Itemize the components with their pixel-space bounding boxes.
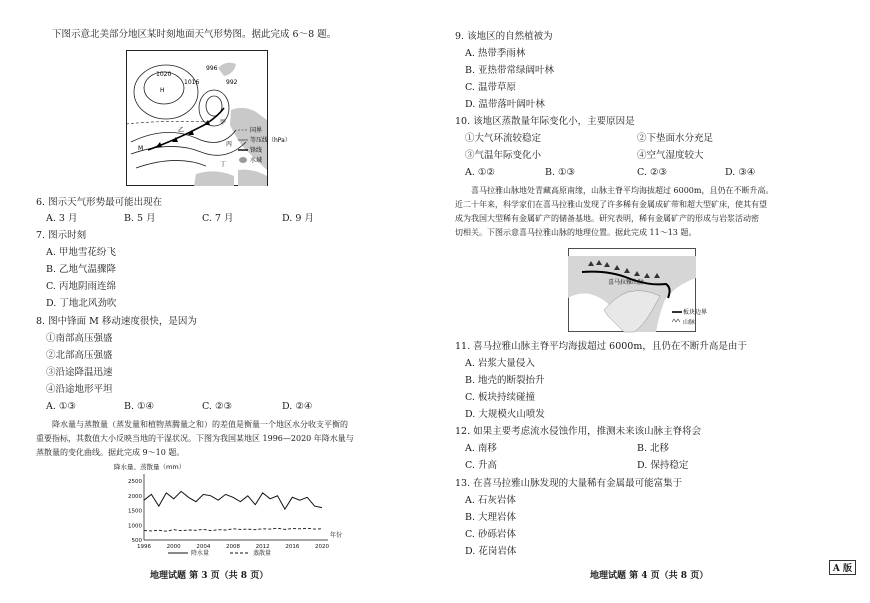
q10-option-c: C. ②③: [637, 167, 668, 178]
intro-11-13-line2: 近二十年来，科学家们在喜马拉雅山发现了许多稀有金属成矿带和超大型矿床，使其有望: [455, 200, 767, 209]
right-footer: 地理试题 第 4 页（共 8 页）: [590, 571, 709, 581]
q8-option-b: B. ①④: [124, 401, 155, 412]
chart-series-precip: [144, 491, 322, 509]
chart-xtick-2: 2004: [196, 544, 211, 550]
q12-stem: 12. 如果主要考虑流水侵蚀作用，推测未来该山脉主脊将会: [455, 426, 702, 437]
left-footer: 地理试题 第 3 页（共 8 页）: [150, 571, 269, 581]
q13-option-b: B. 大理岩体: [465, 512, 517, 523]
q7-stem: 7. 图示时刻: [36, 230, 87, 241]
q12-option-a: A. 南移: [465, 443, 497, 454]
legend-label-evap: 蒸散量: [253, 550, 272, 557]
precip-evap-chart: [112, 460, 348, 560]
q8-stem: 8. 图中锋面 M 移动速度很快，是因为: [36, 316, 197, 327]
intro-11-13-line1: 喜马拉雅山脉地处青藏高原南缘，山脉主脊平均海拔超过 6000m，且仍在不断升高。: [471, 186, 774, 195]
intro-9-10-line3: 蒸散量的变化曲线。据此完成 9～10 题。: [36, 448, 185, 457]
intro-9-10-line1: 降水量与蒸散量（蒸发量和植物蒸腾量之和）的差值是衡量一个地区水分收支平衡的: [52, 420, 348, 429]
chart-xtick-3: 2008: [226, 544, 240, 550]
q8-option-d: D. ②④: [282, 401, 313, 412]
q10-item-1: ①大气环流较稳定: [465, 133, 542, 144]
label-bing: 丙: [226, 141, 233, 148]
label-yi: 乙: [178, 127, 185, 134]
q13-stem: 13. 在喜马拉雅山脉发现的大量稀有金属最可能富集于: [455, 478, 683, 489]
label-high: H: [160, 87, 165, 94]
q12-option-c: C. 升高: [465, 460, 497, 471]
q9-option-d: D. 温带落叶阔叶林: [465, 99, 545, 110]
q12-option-d: D. 保持稳定: [637, 460, 689, 471]
chart-ytick-3: 2000: [128, 493, 142, 500]
q11-option-c: C. 板块持续碰撞: [465, 392, 535, 403]
q7-option-a: A. 甲地雪花纷飞: [46, 247, 116, 258]
chart-series-evap: [144, 528, 322, 531]
q7-option-b: B. 乙地气温骤降: [46, 264, 117, 275]
legend-isobar: 等压线（hPa）: [250, 137, 291, 144]
right-page: [435, 0, 870, 603]
q11-option-a: A. 岩浆大量侵入: [465, 358, 535, 369]
q13-option-c: C. 砂砾岩体: [465, 529, 516, 540]
q9-option-b: B. 亚热带常绿阔叶林: [465, 65, 555, 76]
q11-option-b: B. 地壳的断裂抬升: [465, 375, 545, 386]
q11-option-d: D. 大规模火山喷发: [465, 409, 545, 420]
q9-stem: 9. 该地区的自然植被为: [455, 31, 553, 42]
range-label: 喜马拉雅山脉: [608, 279, 645, 286]
chart-xtick-5: 2016: [285, 544, 300, 550]
q6-option-d: D. 9 月: [282, 213, 314, 224]
q10-item-4: ④空气湿度较大: [637, 150, 704, 161]
chart-xtick-6: 2020: [315, 544, 329, 550]
q8-option-c: C. ②③: [202, 401, 233, 412]
chart-ytick-1: 1000: [128, 523, 142, 530]
q8-item-2: ②北部高压强盛: [46, 350, 113, 361]
legend-border: 国界: [250, 127, 263, 134]
isobar-992: 992: [226, 79, 238, 86]
intro-6-8: 下图示意北美部分地区某时刻地面天气形势图。据此完成 6～8 题。: [52, 29, 337, 40]
chart-ylabel: 降水量、蒸散量（mm）: [114, 463, 186, 471]
label-m: M: [138, 145, 144, 152]
q8-item-3: ③沿途降温迅速: [46, 367, 113, 378]
q11-stem: 11. 喜马拉雅山脉主脊平均海拔超过 6000m，且仍在不断升高是由于: [455, 341, 747, 352]
chart-xtick-4: 2012: [255, 544, 270, 550]
legend-plate-boundary: 板块边界: [683, 309, 708, 316]
q7-option-c: C. 丙地阴雨连绵: [46, 281, 116, 292]
q10-stem: 10. 该地区蒸散量年际变化小，主要原因是: [455, 116, 635, 127]
isobar-996: 996: [206, 65, 218, 72]
q6-option-c: C. 7 月: [202, 213, 234, 224]
isobar-1016: 1016: [184, 79, 200, 86]
intro-11-13-line3: 成为我国大型稀有金属矿产的储备基地。研究表明，稀有金属矿产的形成与岩浆活动密: [455, 214, 759, 223]
himalaya-map: [568, 248, 708, 332]
label-jia: 甲: [220, 119, 227, 126]
q13-option-d: D. 花岗岩体: [465, 546, 517, 557]
q8-option-a: A. ①③: [46, 401, 76, 412]
legend-label-precip: 降水量: [191, 550, 210, 557]
q10-option-d: D. ③④: [725, 167, 756, 178]
legend-water: 水域: [250, 157, 263, 164]
q10-option-a: A. ①②: [465, 167, 495, 178]
chart-xlabel: 年份: [330, 532, 343, 539]
chart-ytick-2: 1500: [128, 508, 142, 515]
q12-option-b: B. 北移: [637, 443, 670, 454]
q8-item-4: ④沿途地形平坦: [46, 384, 113, 395]
q10-item-2: ②下垫面水分充足: [637, 133, 714, 144]
chart-ytick-0: 500: [131, 538, 142, 544]
chart-xtick-1: 2000: [166, 544, 181, 550]
q6-stem: 6. 图示天气形势最可能出现在: [36, 197, 163, 208]
weather-map: [126, 50, 291, 186]
q8-item-1: ①南部高压强盛: [46, 333, 113, 344]
version-badge: A 版: [829, 560, 856, 575]
intro-9-10-line2: 重要指标，其数值大小反映当地的干湿状况。下图为我国某地区 1996—2020 年降水量与: [36, 434, 354, 443]
q10-item-3: ③气温年际变化小: [465, 150, 542, 161]
q9-option-c: C. 温带草原: [465, 82, 516, 93]
q7-option-d: D. 丁地北风劲吹: [46, 298, 117, 309]
legend-front: 锋线: [250, 147, 263, 154]
chart-ytick-4: 2500: [128, 479, 142, 486]
q9-option-a: A. 热带季雨林: [465, 48, 526, 59]
q13-option-a: A. 石灰岩体: [465, 495, 516, 506]
intro-11-13-line4: 切相关。下图示意喜马拉雅山脉的地理位置。据此完成 11～13 题。: [455, 228, 697, 237]
q6-option-a: A. 3 月: [46, 213, 78, 224]
q6-option-b: B. 5 月: [124, 213, 156, 224]
chart-xtick-0: 1996: [137, 544, 151, 550]
legend-mountain: 山脉: [683, 319, 696, 326]
isobar-1020: 1020: [156, 71, 172, 78]
label-ding: 丁: [220, 161, 227, 168]
q10-option-b: B. ①③: [545, 167, 576, 178]
